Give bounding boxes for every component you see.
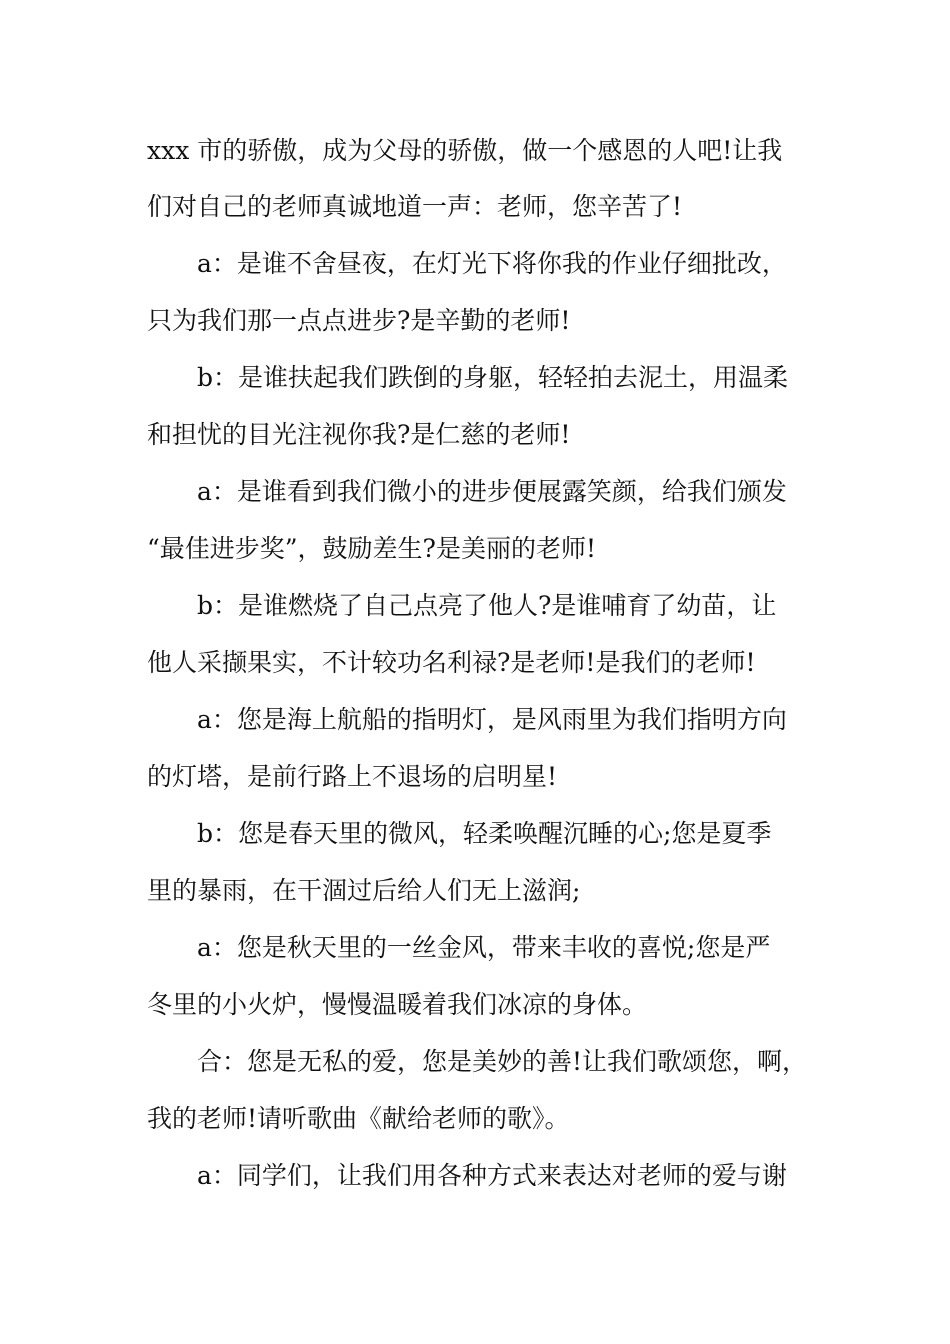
text-line: “最佳进步奖”，鼓励差生?是美丽的老师! bbox=[147, 534, 597, 563]
text-line: 里的暴雨，在干涸过后给人们无上滋润; bbox=[147, 876, 581, 905]
text-line: 冬里的小火炉，慢慢温暖着我们冰凉的身体。 bbox=[147, 990, 648, 1019]
text-line: a：是谁看到我们微小的进步便展露笑颜，给我们颁发 bbox=[197, 477, 787, 506]
text-line: 的灯塔，是前行路上不退场的启明星! bbox=[147, 762, 558, 791]
text-line: b：是谁扶起我们跌倒的身躯，轻轻拍去泥土，用温柔 bbox=[197, 363, 789, 392]
text-line: 他人采撷果实，不计较功名利禄?是老师!是我们的老师! bbox=[147, 648, 756, 677]
text-line: 只为我们那一点点进步?是辛勤的老师! bbox=[147, 306, 571, 335]
text-line: 们对自己的老师真诚地道一声：老师，您辛苦了! bbox=[147, 192, 683, 221]
text-line: 和担忧的目光注视你我?是仁慈的老师! bbox=[147, 420, 571, 449]
text-line: 合：您是无私的爱，您是美妙的善!让我们歌颂您，啊， bbox=[197, 1047, 808, 1076]
text-line: a：您是秋天里的一丝金风，带来丰收的喜悦;您是严 bbox=[197, 933, 771, 962]
text-line: b：是谁燃烧了自己点亮了他人?是谁哺育了幼苗，让 bbox=[197, 591, 777, 620]
text-line: a：是谁不舍昼夜，在灯光下将你我的作业仔细批改， bbox=[197, 249, 787, 278]
text-line: b：您是春天里的微风，轻柔唤醒沉睡的心;您是夏季 bbox=[197, 819, 772, 848]
text-line: a：您是海上航船的指明灯，是风雨里为我们指明方向 bbox=[197, 705, 787, 734]
text-line: 我的老师!请听歌曲《献给老师的歌》。 bbox=[147, 1104, 570, 1133]
text-line: a：同学们，让我们用各种方式来表达对老师的爱与谢 bbox=[197, 1161, 787, 1190]
text-line: xxx 市的骄傲，成为父母的骄傲，做一个感恩的人吧!让我 bbox=[147, 136, 783, 165]
